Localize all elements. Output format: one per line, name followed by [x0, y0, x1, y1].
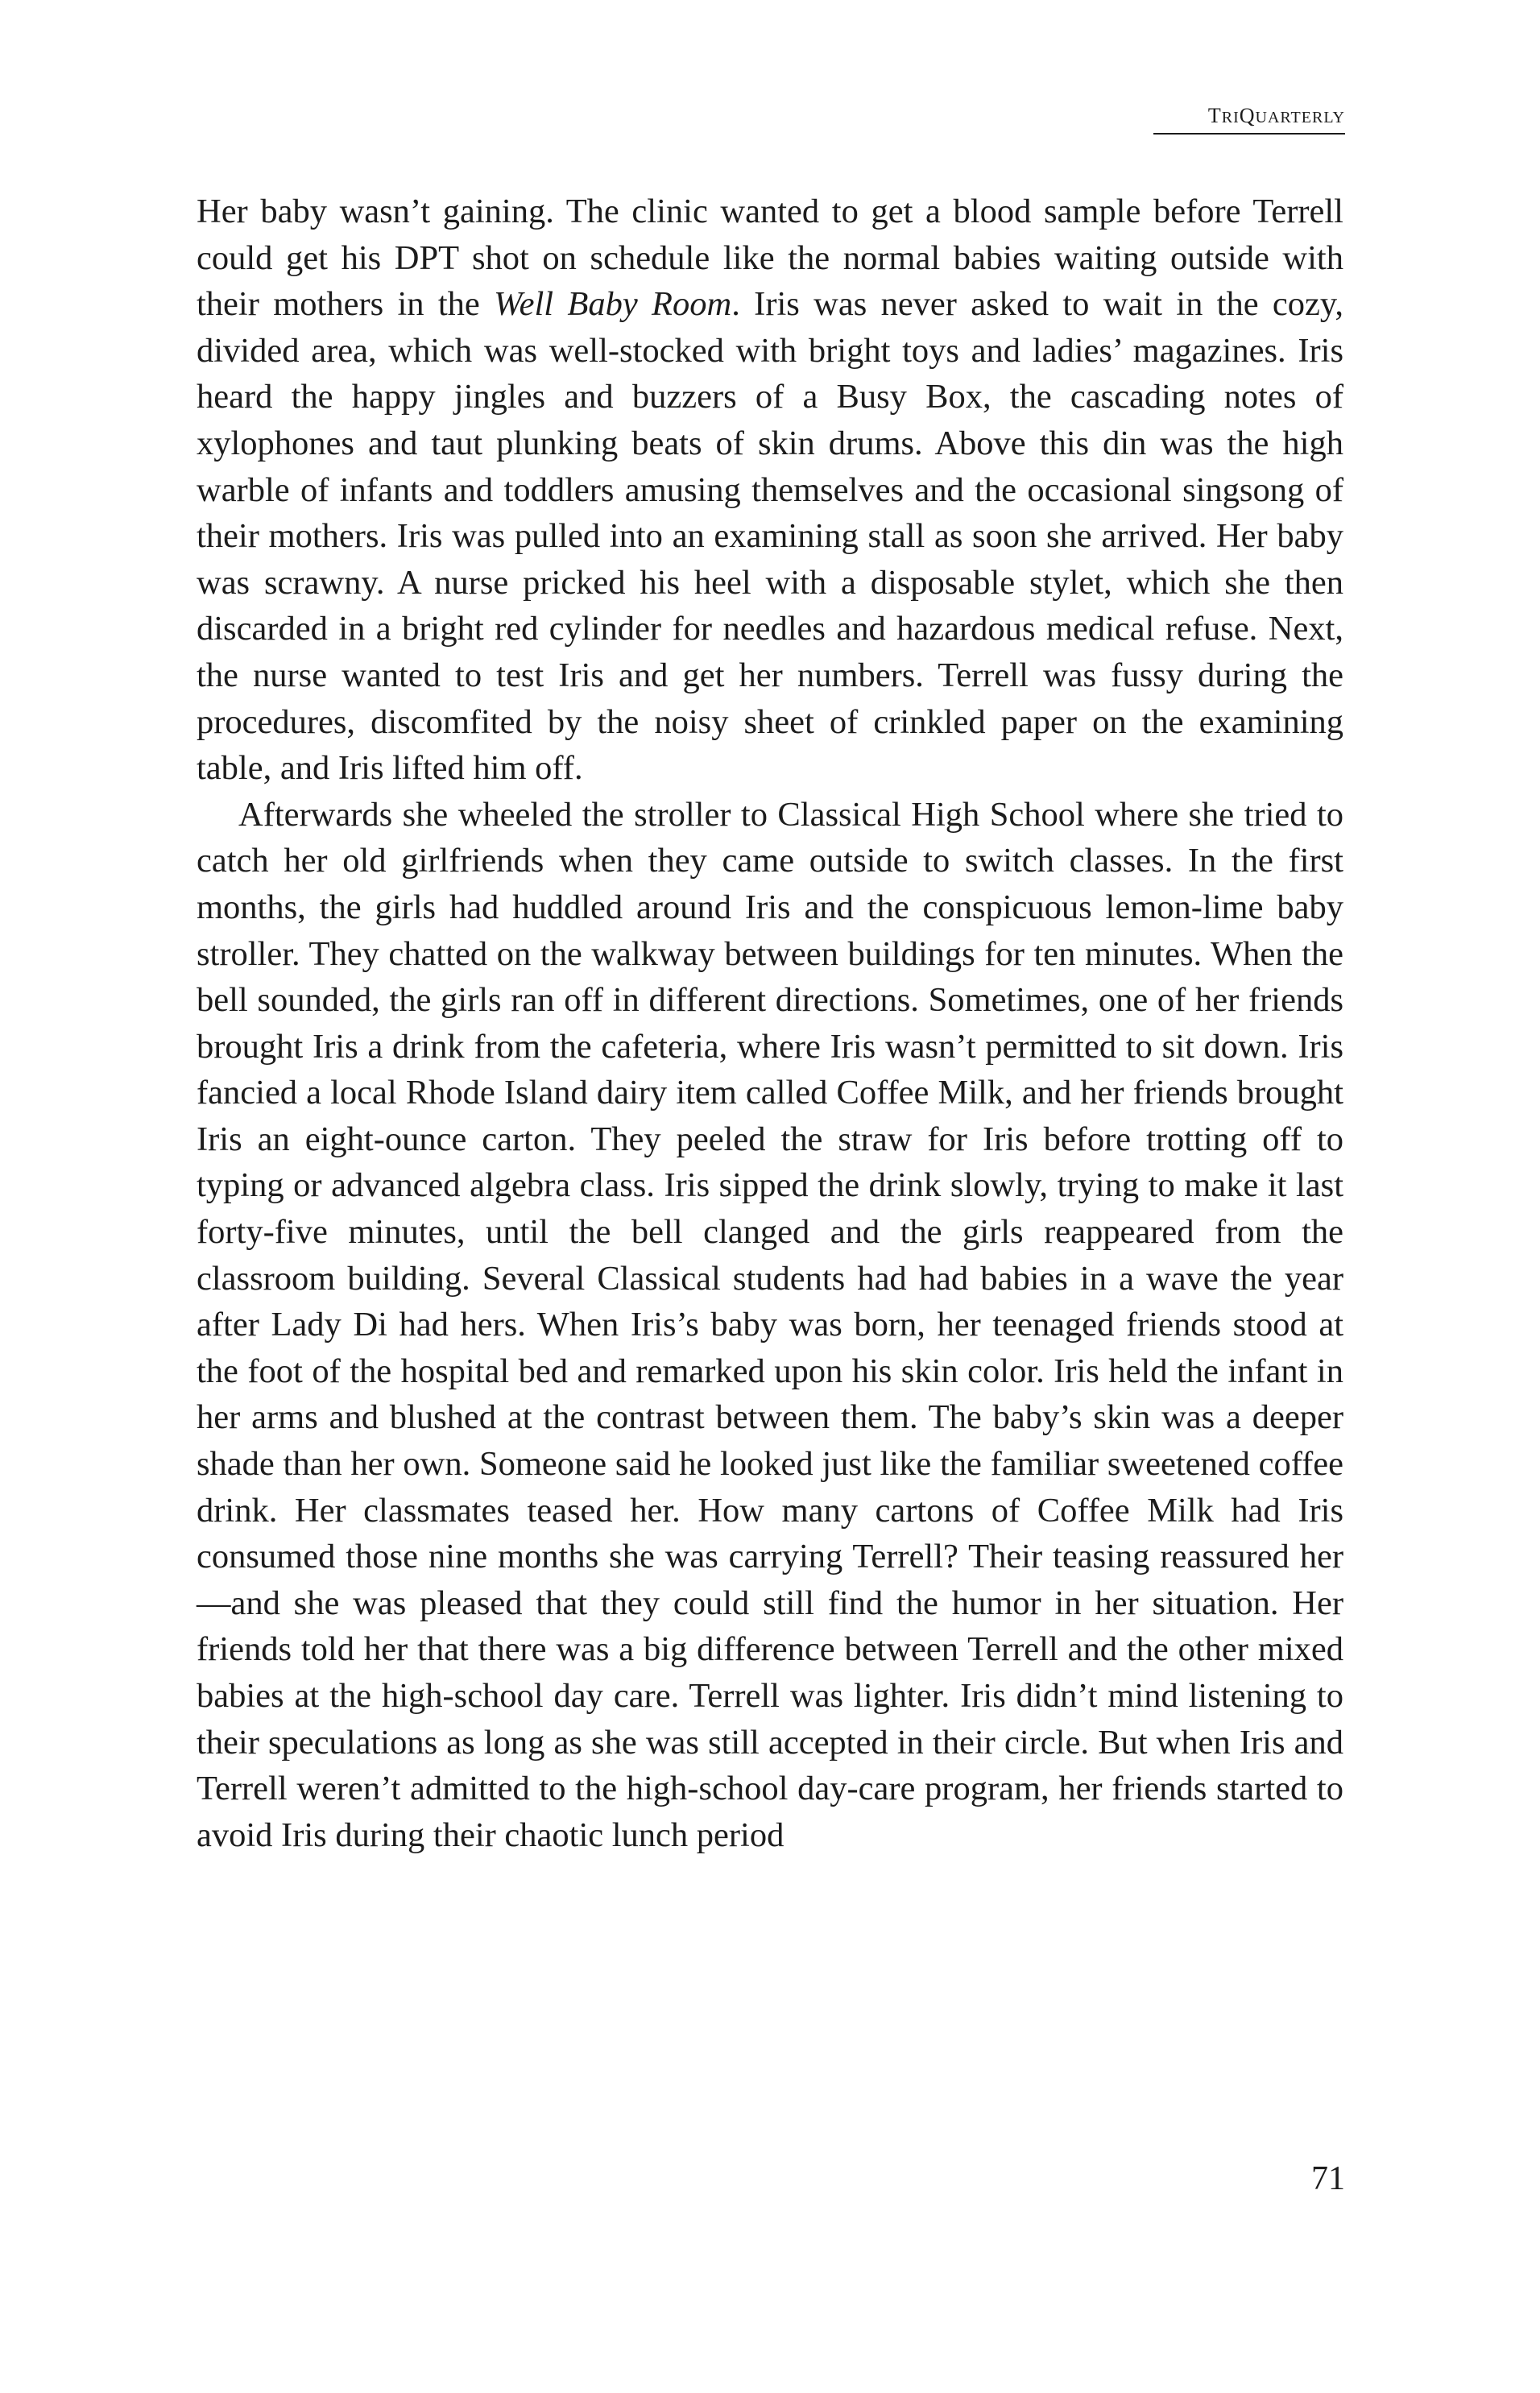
paragraph-1-text-b: . Iris was never asked to wait in the cozy, divided area, which was well-stocked with bright toys and ladies’ magazines. Iris heard the happy jingles and buzzers of a Busy Box, the cascading notes of xylophones and taut plunking beats of skin drums. Above this din was the high warble of infants and toddlers amusing themselves and the occasional singsong of their mothers. Iris was pulled into an examining stall as soon she arrived. Her baby was scrawny. A nurse pricked his heel with a disposable stylet, which she then discarded in a bright red cylinder for needles and hazardous medical refuse. Next, the nurse wanted to test Iris and get her numbers. Terrell was fussy during the procedures, discomfited by the noisy sheet of crinkled paper on the examining table, and Iris lifted him off. [197, 285, 1343, 788]
running-head-initial: T [1207, 104, 1222, 127]
page-number: 71 [1311, 2160, 1345, 2197]
running-head-second-initial: Q [1239, 104, 1256, 127]
running-head-small-caps-2: UARTERLY [1255, 109, 1345, 126]
body-text [197, 188, 1343, 1858]
running-head [1153, 102, 1345, 135]
paragraph-1-italic: Well Baby Room [494, 285, 732, 324]
paragraph-1 [197, 188, 1343, 792]
paragraph-2: Afterwards she wheeled the stroller to Classical High School where she tried to catch her old girlfriends when they came outside to switch classes. In the first months, the girls had huddled around Iris and the conspicuous lemon-lime baby stroller. They chatted on the walkway between buildings for ten minutes. When the bell sounded, the girls ran off in different directions. Sometimes, one of her friends brought Iris a drink from the cafeteria, where Iris wasn’t permitted to sit down. Iris fancied a local Rhode Island dairy item called Coffee Milk, and her friends brought Iris an eight-ounce carton. They peeled the straw for Iris before trotting off to typing or advanced algebra class. Iris sipped the drink slowly, trying to make it last forty-five minutes, until the bell clanged and the girls reappeared from the classroom building. Several Classical students had had babies in a wave the year after Lady Di had hers. When Iris’s baby was born, her teenaged friends stood at the foot of the hospital bed and remarked upon his skin color. Iris held the infant in her arms and blushed at the contrast between them. The baby’s skin was a deeper shade than her own. Someone said he looked just like the familiar sweetened coffee drink. Her classmates teased her. How many cartons of Coffee Milk had Iris consumed those nine months she was carrying Terrell? Their teasing reassured her—and she was pleased that they could still find the humor in her situation. Her friends told her that there was a big difference between Terrell and the other mixed babies at the high-school day care. Terrell was lighter. Iris didn’t mind listening to their speculations as long as she was still accepted in their circle. But when Iris and Terrell weren’t admitted to the high-school day-care program, her friends started to avoid Iris during their chaotic lunch period [197, 795, 1343, 1854]
running-head-small-caps-1: RI [1221, 109, 1240, 126]
paragraph-1-text-a: Her baby wasn’t gaining. The clinic wanted to get a blood sample before Terrell could get his DPT shot on schedule like the normal babies waiting outside with their mothers in the [197, 193, 1343, 324]
